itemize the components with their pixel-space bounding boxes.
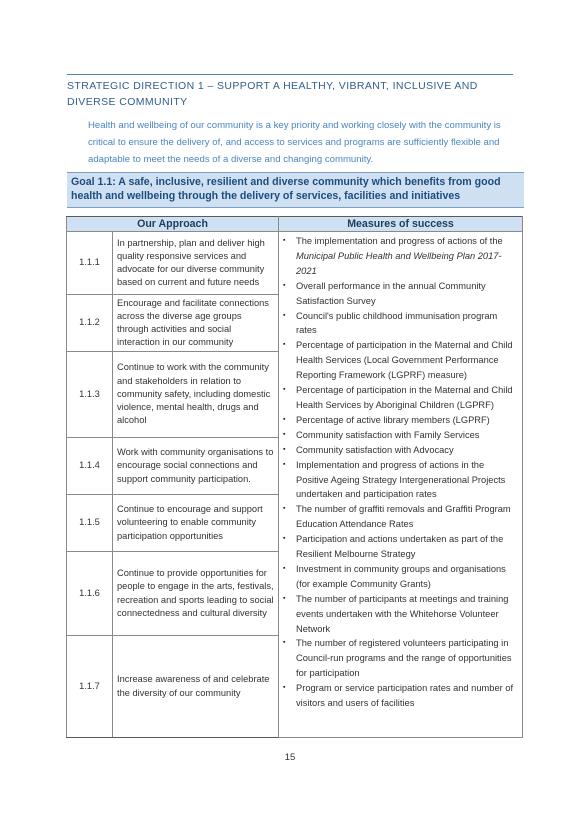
- measure-text: Overall performance in the annual Community Satisfaction Survey: [296, 280, 486, 306]
- measure-plan-title: Municipal Public Health and Wellbeing Plan 2017-2021: [296, 250, 502, 276]
- approach-text: Increase awareness of and celebrate the diversity of our community: [113, 636, 279, 738]
- measure-text: Percentage of participation in the Maternal and Child Health Services by Aboriginal Children (LGPRF): [296, 385, 513, 410]
- goal-heading: Goal 1.1: A safe, inclusive, resilient and diverse community which benefits from good health and wellbeing through the delivery of services, facilities and initiatives: [67, 172, 524, 208]
- measure-item: [283, 636, 519, 681]
- page-number: 15: [284, 752, 296, 763]
- measure-text: Participation and actions undertaken as part of the Resilient Melbourne Strategy: [296, 534, 504, 560]
- approach-number: 1.1.7: [67, 636, 113, 738]
- measure-text: Percentage of active library members (LGPRF): [296, 414, 490, 425]
- bullet-icon: ▪: [283, 341, 286, 349]
- bullet-icon: ▪: [283, 237, 286, 244]
- approach-text: Continue to provide opportunities for people to engage in the arts, festivals, recreation and sports leading to social connectedness and cultural diversity: [113, 552, 279, 636]
- approach-text: Continue to encourage and support volunteering to enable community participation opportunities: [113, 495, 279, 552]
- intro-paragraph: Health and wellbeing of our community is a key priority and working closely with the community is critical to ensure the delivery of, and access to services and programs are sufficiently flexible and adaptable to meet the needs of a diverse and changing community.: [88, 120, 501, 165]
- measure-text: Community satisfaction with Family Services: [296, 429, 480, 440]
- header-measures-of-success: Measures of success: [279, 217, 523, 232]
- bullet-icon: ▪: [283, 594, 286, 602]
- header-our-approach: Our Approach: [67, 217, 279, 232]
- approach-measures-table: [66, 216, 523, 738]
- measures-list: [283, 234, 519, 711]
- measure-item: [283, 234, 519, 279]
- measure-text: Community satisfaction with Advocacy: [296, 444, 454, 455]
- bullet-icon: ▪: [283, 281, 286, 289]
- measure-item: [283, 502, 519, 532]
- measure-item: [283, 562, 519, 592]
- approach-number: 1.1.1: [67, 232, 113, 295]
- approach-number: 1.1.3: [67, 352, 113, 438]
- measures-cell: [279, 232, 523, 738]
- measure-text: The number of participants at meetings and training events undertaken with the Whitehorse Volunteer Network: [296, 593, 509, 634]
- measure-text: Percentage of participation in the Maternal and Child Health Services (Local Government Performance Reporting Framework (LGPRF) measure): [296, 340, 513, 381]
- measure-item: [283, 443, 519, 458]
- table-row: [67, 232, 523, 295]
- approach-text: Encourage and facilitate connections across the diverse age groups through activities and social interaction in our community: [113, 295, 279, 352]
- measure-text: The implementation and progress of actions of the: [296, 236, 503, 246]
- measure-item: [283, 338, 519, 383]
- approach-number: 1.1.5: [67, 495, 113, 552]
- approach-number: 1.1.4: [67, 438, 113, 495]
- measure-text: Investment in community groups and organisations (for example Community Grants): [296, 563, 506, 589]
- bullet-icon: ▪: [283, 430, 286, 438]
- measure-item: [283, 592, 519, 637]
- measure-item: [283, 279, 519, 309]
- measure-item: [283, 383, 519, 413]
- measure-text: The number of registered volunteers participating in Council-run programs and the range of opportunities for participation: [296, 638, 512, 679]
- approach-number: 1.1.2: [67, 295, 113, 352]
- measure-item: [283, 532, 519, 562]
- bullet-icon: ▪: [283, 505, 286, 513]
- bullet-icon: ▪: [283, 445, 286, 453]
- bullet-icon: ▪: [283, 564, 286, 572]
- table-header-row: [67, 217, 523, 232]
- bullet-icon: ▪: [283, 415, 286, 423]
- measure-item: [283, 458, 519, 503]
- approach-text: In partnership, plan and deliver high quality responsive services and advocate for our diverse community based on current and future needs: [113, 232, 279, 295]
- measure-text: The number of graffiti removals and Graffiti Program Education Attendance Rates: [296, 504, 511, 530]
- measure-item: [283, 309, 519, 339]
- measure-item: [283, 681, 519, 711]
- bullet-icon: ▪: [283, 386, 286, 394]
- bullet-icon: ▪: [283, 311, 286, 319]
- measure-item: [283, 428, 519, 443]
- approach-number: 1.1.6: [67, 552, 113, 636]
- bullet-icon: ▪: [283, 684, 286, 692]
- approach-text: Work with community organisations to encourage social connections and support community participation.: [113, 438, 279, 495]
- bullet-icon: ▪: [283, 639, 286, 647]
- bullet-icon: ▪: [283, 535, 286, 543]
- measure-text: Program or service participation rates and number of visitors and users of facilities: [296, 683, 514, 709]
- approach-text: Continue to work with the community and stakeholders in relation to community safety, including domestic violence, mental health, drugs and alcohol: [113, 352, 279, 438]
- bullet-icon: ▪: [283, 460, 286, 468]
- measure-text: Implementation and progress of actions in the Positive Ageing Strategy Intergenerational Projects undertaken and participation rates: [296, 459, 506, 500]
- measure-text: Council's public childhood immunisation program rates: [296, 310, 498, 336]
- measure-item: [283, 413, 519, 428]
- strategic-direction-heading: STRATEGIC DIRECTION 1 – SUPPORT A HEALTHY, VIBRANT, INCLUSIVE AND DIVERSE COMMUNITY: [67, 74, 513, 110]
